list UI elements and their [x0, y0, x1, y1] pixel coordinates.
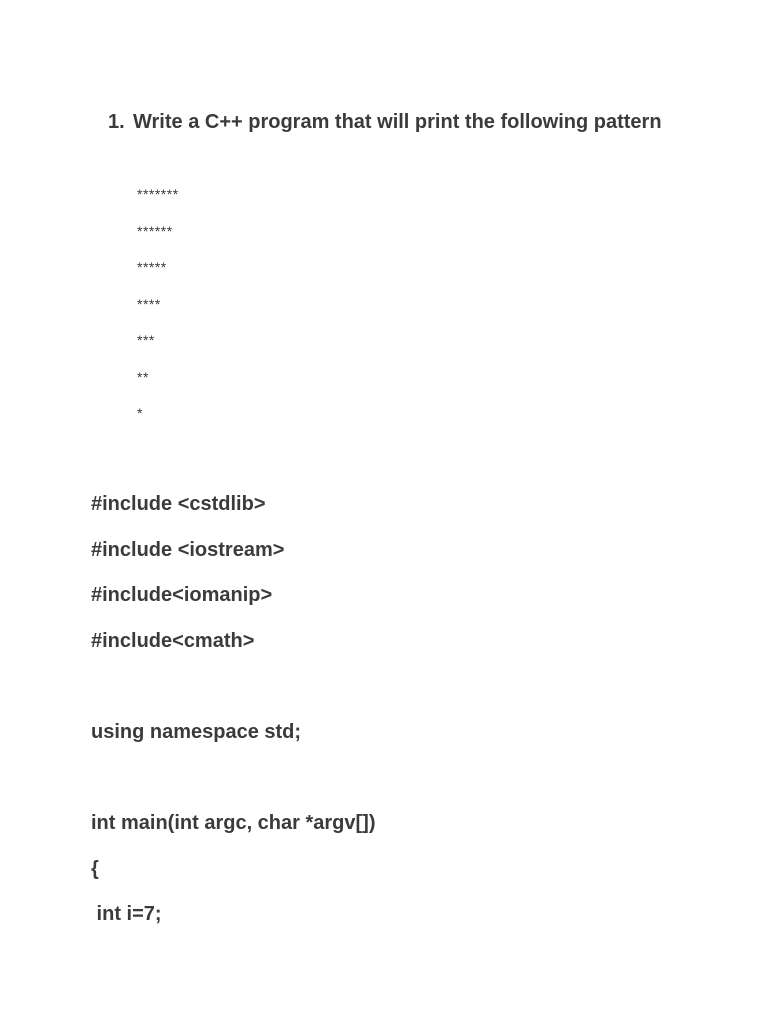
- code-line-blank: [91, 760, 691, 806]
- star-pattern: [137, 180, 337, 436]
- pattern-line: **: [137, 368, 149, 385]
- question-text: Write a C++ program that will print the following pattern: [133, 111, 662, 133]
- code-line-blank: [91, 668, 691, 714]
- code-block: [91, 486, 691, 942]
- code-line-open-brace: {: [91, 857, 99, 880]
- code-line-include-iomanip: #include<iomanip>: [91, 584, 273, 607]
- pattern-line: *****: [137, 259, 167, 275]
- pattern-line: *: [137, 405, 143, 421]
- pattern-line: ***: [137, 332, 155, 348]
- code-line-include-cstdlib: #include <cstdlib>: [91, 493, 266, 515]
- code-line-int-declaration: int i=7;: [91, 903, 162, 926]
- pattern-line: ****: [137, 295, 161, 312]
- code-line-using-namespace: using namespace std;: [91, 720, 302, 743]
- code-line-include-iostream: #include <iostream>: [91, 538, 285, 561]
- question-item: [108, 104, 668, 141]
- code-line-main-signature: int main(int argc, char *argv[]): [91, 812, 376, 835]
- pattern-line: ******: [137, 222, 173, 239]
- code-line-include-cmath: #include<cmath>: [91, 629, 255, 652]
- pattern-line: *******: [137, 186, 179, 202]
- question-number: 1.: [108, 111, 125, 133]
